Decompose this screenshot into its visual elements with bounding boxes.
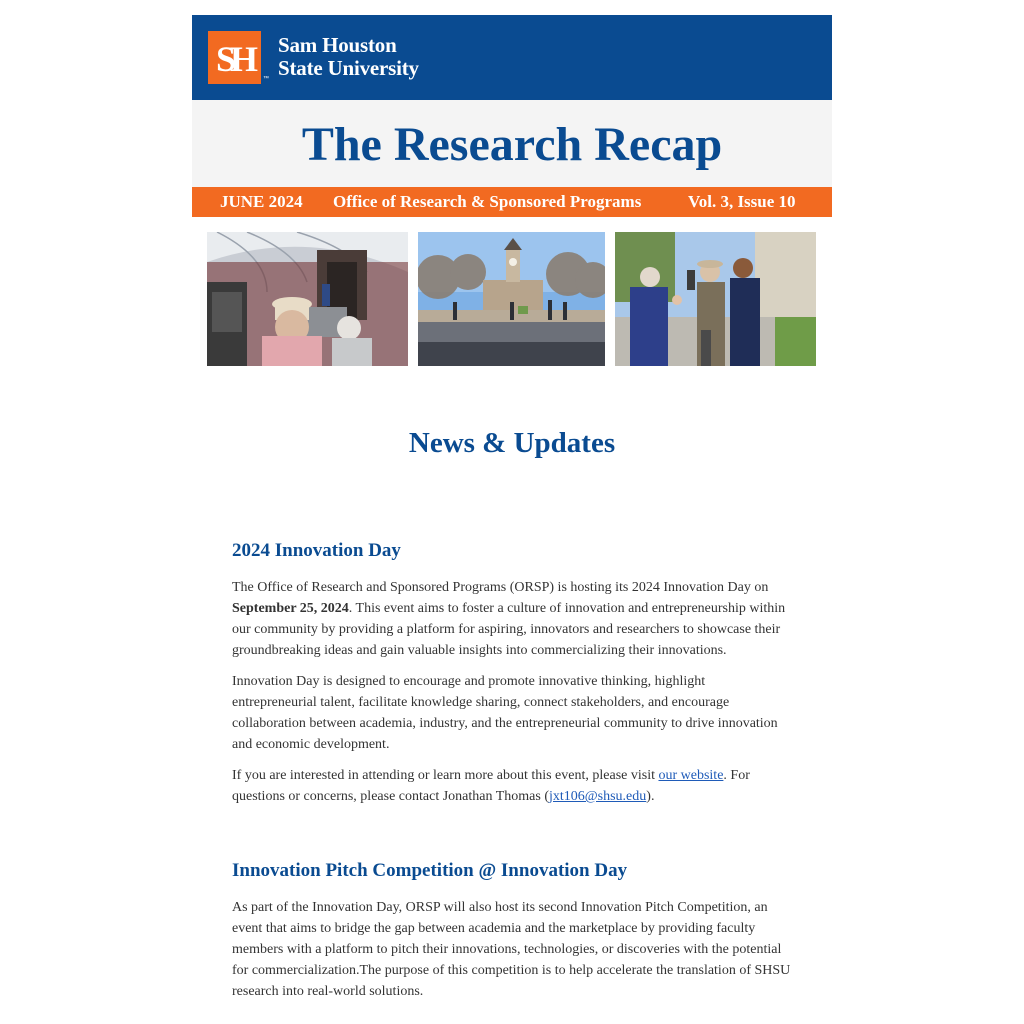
photo-campus-image (418, 232, 605, 366)
article-paragraph (232, 765, 792, 807)
paragraph-text: The Office of Research and Sponsored Programs (ORSP) is hosting its 2024 Innovation Day on (232, 580, 769, 595)
paragraph-text: . For questions or concerns, please contact Jonathan Thomas ( (232, 768, 750, 804)
photo-observatory-image (207, 232, 408, 366)
brand-header (192, 15, 832, 100)
issue-office: Office of Research & Sponsored Programs (333, 192, 642, 211)
event-date: September 25, 2024 (232, 601, 349, 616)
article-paragraph (232, 577, 792, 661)
newsletter-title-band (192, 100, 832, 187)
article-paragraph: As part of the Innovation Day, ORSP will also host its second Innovation Pitch Competition, an event that aims to bridge the gap between academia and the marketplace by providing faculty members with a platform to pitch their innovations, technologies, or discoveries with the potential for commercialization.The purpose of this competition is to help accelerate the translation of SHSU research into real-world solutions. (232, 900, 791, 999)
logo-letters: SH (215, 39, 253, 79)
trademark-symbol: ™ (263, 76, 269, 82)
photo-handshake-image (615, 232, 816, 366)
article-title: 2024 Innovation Day (232, 540, 401, 561)
article-pitch-competition (192, 859, 832, 1002)
paragraph-text: ). (646, 789, 655, 804)
issue-date: JUNE 2024 (220, 192, 303, 211)
paragraph-text: If you are interested in attending or learn more about this event, please visit (232, 768, 659, 783)
photo-observatory (207, 232, 408, 366)
contact-email-link[interactable]: jxt106@shsu.edu (548, 789, 647, 804)
photo-handshake (615, 232, 816, 366)
newsletter-title: The Research Recap (301, 118, 723, 171)
article-paragraph: Innovation Day is designed to encourage and promote innovative thinking, highlight entrepreneurial talent, facilitate knowledge sharing, connect stakeholders, and encourage collaboration between academia, industry, and the entrepreneurial community to drive innovation and economic development. (232, 674, 778, 752)
issue-info-bar (192, 187, 832, 217)
photo-campus (418, 232, 605, 366)
university-name-line2: State University (278, 56, 419, 80)
shsu-logo[interactable] (208, 31, 261, 84)
university-name[interactable] (278, 34, 419, 80)
photo-strip (192, 232, 832, 366)
logo-mark-icon (208, 31, 261, 84)
article-title: Innovation Pitch Competition @ Innovation Day (232, 860, 628, 881)
news-section-heading: News & Updates (408, 427, 616, 459)
university-name-line1: Sam Houston (278, 33, 397, 57)
paragraph-text: . This event aims to foster a culture of innovation and entrepreneurship within our community by providing a platform for aspiring, innovators and researchers to showcase their groundbreaking ideas and gain valuable insights into commercializing their innovations. (232, 601, 786, 658)
issue-volume: Vol. 3, Issue 10 (688, 192, 796, 211)
article-innovation-day (192, 539, 832, 807)
newsletter (192, 15, 832, 1012)
our-website-link[interactable]: our website (658, 768, 724, 783)
